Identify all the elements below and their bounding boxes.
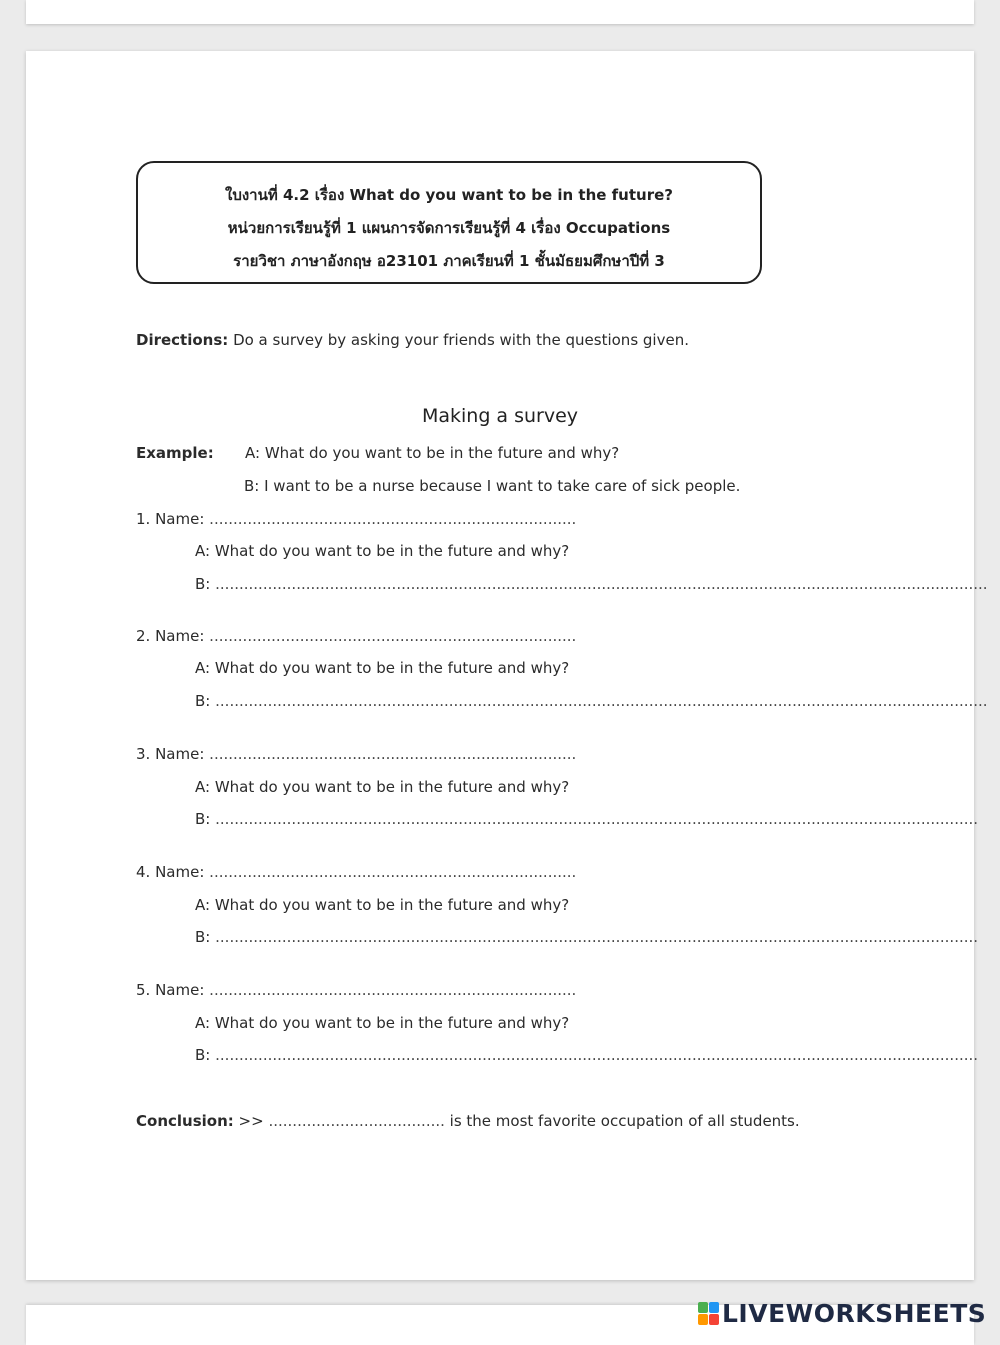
conclusion-row	[136, 1111, 800, 1131]
directions-label: Directions:	[136, 331, 229, 349]
answer-row	[195, 809, 978, 829]
name-row	[136, 626, 576, 646]
answer-blank[interactable]: ................................................................................................................................................................	[215, 928, 979, 946]
name-blank[interactable]: .............................................................................	[209, 627, 577, 645]
question-text: A: What do you want to be in the future and why?	[195, 1014, 570, 1032]
liveworksheets-logo-icon	[698, 1302, 720, 1326]
answer-label: B:	[195, 575, 211, 593]
answer-row	[195, 927, 978, 947]
name-label: 1. Name:	[136, 510, 205, 528]
header-line-1: ใบงานที่ 4.2 เรื่อง What do you want to be in the future?	[225, 186, 673, 204]
conclusion-text: is the most favorite occupation of all students.	[449, 1112, 800, 1130]
question-text: A: What do you want to be in the future and why?	[195, 542, 570, 560]
answer-row	[195, 1045, 978, 1065]
previous-page-edge	[26, 0, 974, 24]
name-label: 4. Name:	[136, 863, 205, 881]
worksheet-header-box	[136, 161, 762, 284]
name-blank[interactable]: .............................................................................	[209, 863, 577, 881]
answer-blank[interactable]: ................................................................................................................................................................	[215, 1046, 979, 1064]
liveworksheets-logo-text: LIVEWORKSHEETS	[722, 1299, 987, 1328]
name-label: 2. Name:	[136, 627, 205, 645]
name-label: 3. Name:	[136, 745, 205, 763]
question-text: A: What do you want to be in the future and why?	[195, 778, 570, 796]
answer-label: B:	[195, 928, 211, 946]
question-text: A: What do you want to be in the future and why?	[195, 896, 570, 914]
page-title: Making a survey	[421, 405, 579, 427]
answer-blank[interactable]: ..................................................................................................................................................................	[215, 692, 988, 710]
header-line-2: หน่วยการเรียนรู้ที่ 1 แผนการจัดการเรียนรู้ที่ 4 เรื่อง Occupations	[227, 219, 671, 237]
conclusion-label: Conclusion:	[136, 1112, 234, 1130]
answer-row	[195, 574, 988, 594]
worksheet-page	[26, 51, 988, 1280]
conclusion-arrow: >>	[238, 1112, 264, 1130]
answer-row	[195, 691, 988, 711]
answer-blank[interactable]: ................................................................................................................................................................	[215, 810, 979, 828]
example-label: Example:	[136, 444, 214, 462]
conclusion-blank[interactable]: .....................................	[268, 1112, 445, 1130]
name-row	[136, 509, 576, 529]
answer-label: B:	[195, 1046, 211, 1064]
answer-blank[interactable]: ..................................................................................................................................................................	[215, 575, 988, 593]
name-blank[interactable]: .............................................................................	[209, 981, 577, 999]
name-blank[interactable]: .............................................................................	[209, 510, 577, 528]
header-line-3: รายวิชา ภาษาอังกฤษ อ23101 ภาคเรียนที่ 1 ชั้นมัธยมศึกษาปีที่ 3	[233, 252, 665, 270]
name-label: 5. Name:	[136, 981, 205, 999]
name-blank[interactable]: .............................................................................	[209, 745, 577, 763]
example-question: A: What do you want to be in the future and why?	[245, 444, 620, 462]
name-row	[136, 862, 576, 882]
answer-label: B:	[195, 810, 211, 828]
liveworksheets-logo	[698, 1299, 986, 1329]
name-row	[136, 980, 576, 1000]
question-text: A: What do you want to be in the future and why?	[195, 659, 570, 677]
directions	[136, 330, 689, 350]
directions-text: Do a survey by asking your friends with the questions given.	[233, 331, 689, 349]
answer-label: B:	[195, 692, 211, 710]
name-row	[136, 744, 576, 764]
example-answer: B: I want to be a nurse because I want to take care of sick people.	[244, 477, 741, 495]
